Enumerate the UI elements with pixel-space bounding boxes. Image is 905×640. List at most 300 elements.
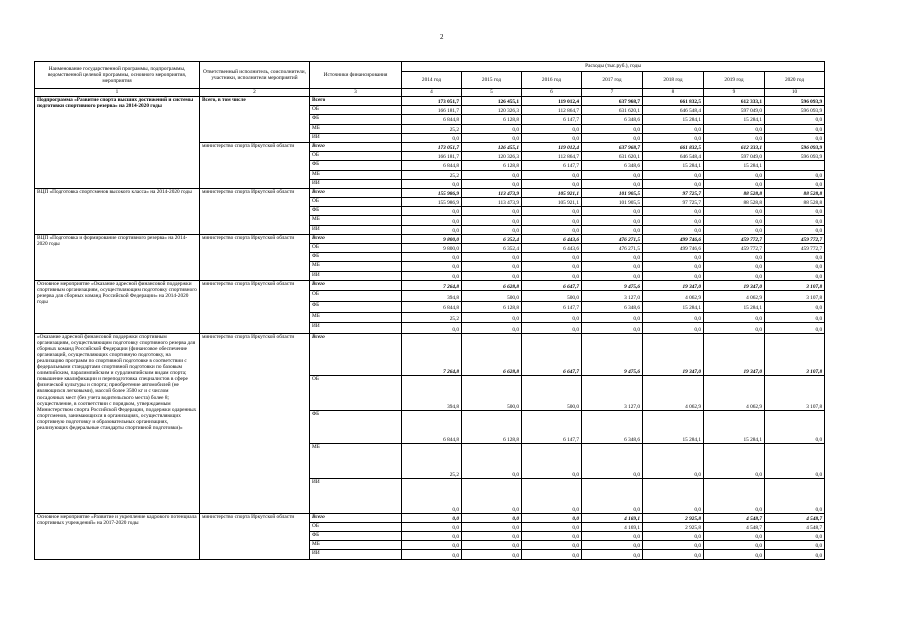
amount-cell: 6 844,8: [402, 115, 462, 124]
header-column-number: 4: [402, 89, 462, 97]
amount-cell: 459 772,7: [765, 234, 825, 243]
amount-cell: 9 475,6: [582, 333, 643, 375]
amount-cell: 0,0: [402, 478, 462, 513]
amount-cell: 0,0: [704, 124, 765, 133]
funding-source: МБ: [310, 124, 402, 133]
header-year: 2019 год: [704, 72, 765, 89]
table-row: [35, 97, 825, 106]
funding-source: МБ: [310, 170, 402, 179]
amount-cell: 6 844,8: [402, 161, 462, 170]
amount-cell: 0,0: [582, 179, 643, 188]
amount-cell: 3 127,0: [582, 291, 643, 302]
amount-cell: 4 062,9: [704, 375, 765, 410]
amount-cell: 0,0: [765, 179, 825, 188]
amount-cell: 0,0: [643, 179, 704, 188]
amount-cell: 6 147,7: [522, 161, 582, 170]
funding-source: ИИ: [310, 179, 402, 188]
header-expenses: Расходы (тыс.руб.), годы: [402, 62, 825, 72]
amount-cell: 476 271,5: [582, 244, 643, 253]
amount-cell: 0,0: [582, 478, 643, 513]
amount-cell: 88 528,8: [704, 188, 765, 197]
executor: министерство спорта Иркутской области: [200, 142, 310, 188]
amount-cell: 0,0: [643, 323, 704, 334]
amount-cell: 0,0: [704, 550, 765, 559]
amount-cell: 0,0: [462, 170, 522, 179]
amount-cell: 0,0: [462, 179, 522, 188]
header-column-number: 7: [582, 89, 643, 97]
amount-cell: 9 800,0: [402, 244, 462, 253]
amount-cell: 0,0: [402, 133, 462, 142]
amount-cell: 25,2: [402, 124, 462, 133]
amount-cell: 25,2: [402, 170, 462, 179]
amount-cell: 0,0: [643, 271, 704, 280]
amount-cell: 500,0: [522, 375, 582, 410]
amount-cell: 2 925,8: [643, 513, 704, 522]
amount-cell: 0,0: [643, 478, 704, 513]
amount-cell: 88 528,8: [704, 198, 765, 207]
amount-cell: 112 864,7: [522, 152, 582, 161]
amount-cell: 0,0: [704, 323, 765, 334]
funding-source: МБ: [310, 216, 402, 225]
amount-cell: 0,0: [522, 179, 582, 188]
funding-source: Всего: [310, 513, 402, 522]
executor: Всего, в том числе: [200, 97, 310, 143]
amount-cell: 0,0: [765, 410, 825, 443]
amount-cell: 0,0: [522, 216, 582, 225]
amount-cell: 3 107,8: [765, 333, 825, 375]
amount-cell: 0,0: [704, 216, 765, 225]
amount-cell: 126 455,1: [462, 142, 522, 151]
funding-source: ИИ: [310, 478, 402, 513]
amount-cell: 0,0: [704, 207, 765, 216]
amount-cell: 0,0: [582, 170, 643, 179]
header-source: Источники финансирования: [310, 62, 402, 89]
executor: министерство спорта Иркутской области: [200, 280, 310, 333]
amount-cell: 596 093,9: [765, 142, 825, 151]
amount-cell: 0,0: [704, 179, 765, 188]
amount-cell: 0,0: [582, 271, 643, 280]
amount-cell: 0,0: [522, 253, 582, 262]
amount-cell: 15 284,1: [643, 410, 704, 443]
amount-cell: 155 986,9: [402, 188, 462, 197]
amount-cell: 0,0: [522, 133, 582, 142]
funding-source: ИИ: [310, 225, 402, 234]
amount-cell: 6 147,7: [522, 410, 582, 443]
program-name: ВЦП «Подготовка спортсменов высокого класса» на 2014-2020 годы: [35, 188, 200, 234]
amount-cell: 105 921,1: [522, 198, 582, 207]
amount-cell: 394,8: [402, 375, 462, 410]
funding-source: ИИ: [310, 271, 402, 280]
amount-cell: 0,0: [522, 443, 582, 478]
funding-source: ФБ: [310, 301, 402, 312]
amount-cell: 459 772,7: [704, 234, 765, 243]
amount-cell: 4 062,9: [704, 291, 765, 302]
amount-cell: 0,0: [582, 207, 643, 216]
amount-cell: 112 864,7: [522, 106, 582, 115]
table-row: [35, 188, 825, 197]
amount-cell: 0,0: [582, 550, 643, 559]
amount-cell: 15 284,1: [643, 301, 704, 312]
amount-cell: 499 746,6: [643, 244, 704, 253]
funding-source: ФБ: [310, 161, 402, 170]
amount-cell: 4 062,9: [643, 291, 704, 302]
amount-cell: 0,0: [462, 207, 522, 216]
amount-cell: 0,0: [704, 443, 765, 478]
amount-cell: 101 905,5: [582, 188, 643, 197]
amount-cell: 126 455,1: [462, 97, 522, 106]
table-header: [35, 62, 825, 97]
funding-source: Всего: [310, 97, 402, 106]
amount-cell: 0,0: [402, 522, 462, 531]
header-column-number: 5: [462, 89, 522, 97]
funding-source: ОБ: [310, 106, 402, 115]
amount-cell: 0,0: [765, 115, 825, 124]
amount-cell: 25,2: [402, 312, 462, 323]
amount-cell: 6 348,6: [582, 410, 643, 443]
amount-cell: 155 986,9: [402, 198, 462, 207]
amount-cell: 0,0: [462, 312, 522, 323]
table-body: [35, 97, 825, 560]
amount-cell: 500,0: [462, 375, 522, 410]
amount-cell: 4 062,9: [643, 375, 704, 410]
amount-cell: 0,0: [704, 532, 765, 541]
amount-cell: 19 347,0: [704, 333, 765, 375]
amount-cell: 0,0: [765, 532, 825, 541]
amount-cell: 0,0: [582, 253, 643, 262]
amount-cell: 6 844,8: [402, 301, 462, 312]
amount-cell: 0,0: [582, 312, 643, 323]
table-row: [35, 333, 825, 375]
amount-cell: 0,0: [643, 207, 704, 216]
funding-source: МБ: [310, 443, 402, 478]
header-year: 2020 год: [765, 72, 825, 89]
amount-cell: 0,0: [522, 323, 582, 334]
amount-cell: 3 127,0: [582, 375, 643, 410]
amount-cell: 15 284,1: [704, 161, 765, 170]
amount-cell: 0,0: [643, 225, 704, 234]
amount-cell: 637 968,7: [582, 142, 643, 151]
header-column-number: 6: [522, 89, 582, 97]
amount-cell: 0,0: [522, 513, 582, 522]
amount-cell: 0,0: [765, 478, 825, 513]
amount-cell: 0,0: [462, 262, 522, 271]
amount-cell: 0,0: [462, 271, 522, 280]
amount-cell: 459 772,7: [704, 244, 765, 253]
funding-source: ФБ: [310, 532, 402, 541]
amount-cell: 0,0: [765, 312, 825, 323]
executor: министерство спорта Иркутской области: [200, 333, 310, 513]
amount-cell: 6 628,8: [462, 333, 522, 375]
amount-cell: 0,0: [462, 513, 522, 522]
amount-cell: 97 725,7: [643, 188, 704, 197]
amount-cell: 0,0: [462, 532, 522, 541]
amount-cell: 661 832,5: [643, 97, 704, 106]
amount-cell: 0,0: [402, 179, 462, 188]
amount-cell: 120 326,3: [462, 152, 522, 161]
amount-cell: 0,0: [643, 216, 704, 225]
amount-cell: 612 333,1: [704, 97, 765, 106]
amount-cell: 459 772,7: [765, 244, 825, 253]
amount-cell: 0,0: [522, 478, 582, 513]
amount-cell: 0,0: [765, 271, 825, 280]
amount-cell: 19 347,0: [704, 280, 765, 291]
amount-cell: 113 473,9: [462, 198, 522, 207]
amount-cell: 6 443,6: [522, 234, 582, 243]
program-name: Основное мероприятие «Развитие и укрепление кадрового потенциала спортивных учреждений» на 2017-2020 годы: [35, 513, 200, 559]
funding-source: ФБ: [310, 410, 402, 443]
amount-cell: 0,0: [402, 513, 462, 522]
amount-cell: 0,0: [704, 271, 765, 280]
amount-cell: 0,0: [643, 133, 704, 142]
amount-cell: 4 548,7: [704, 513, 765, 522]
amount-cell: 119 012,4: [522, 97, 582, 106]
amount-cell: 0,0: [462, 216, 522, 225]
amount-cell: 0,0: [582, 133, 643, 142]
amount-cell: 0,0: [765, 225, 825, 234]
amount-cell: 0,0: [522, 124, 582, 133]
amount-cell: 0,0: [765, 170, 825, 179]
amount-cell: 6 443,6: [522, 244, 582, 253]
amount-cell: 0,0: [582, 541, 643, 550]
amount-cell: 15 284,1: [704, 410, 765, 443]
amount-cell: 0,0: [522, 532, 582, 541]
amount-cell: 0,0: [765, 550, 825, 559]
header-year: 2016 год: [522, 72, 582, 89]
header-column-number: 8: [643, 89, 704, 97]
amount-cell: 6 348,6: [582, 301, 643, 312]
amount-cell: 0,0: [402, 323, 462, 334]
amount-cell: 0,0: [462, 133, 522, 142]
amount-cell: 19 347,0: [643, 333, 704, 375]
amount-cell: 9 800,0: [402, 234, 462, 243]
amount-cell: 500,0: [462, 291, 522, 302]
amount-cell: 631 620,1: [582, 106, 643, 115]
amount-cell: 0,0: [582, 216, 643, 225]
amount-cell: 0,0: [765, 301, 825, 312]
amount-cell: 0,0: [704, 170, 765, 179]
amount-cell: 0,0: [643, 312, 704, 323]
amount-cell: 0,0: [765, 133, 825, 142]
amount-cell: 88 528,8: [765, 198, 825, 207]
funding-source: ФБ: [310, 115, 402, 124]
amount-cell: 88 528,8: [765, 188, 825, 197]
amount-cell: 4 169,1: [582, 513, 643, 522]
amount-cell: 7 264,8: [402, 333, 462, 375]
amount-cell: 6 128,8: [462, 410, 522, 443]
amount-cell: 0,0: [462, 541, 522, 550]
funding-source: МБ: [310, 262, 402, 271]
funding-source: ИИ: [310, 323, 402, 334]
header-year: 2018 год: [643, 72, 704, 89]
amount-cell: 0,0: [704, 541, 765, 550]
amount-cell: 4 548,7: [704, 522, 765, 531]
amount-cell: 101 905,5: [582, 198, 643, 207]
amount-cell: 0,0: [522, 271, 582, 280]
executor: министерство спорта Иркутской области: [200, 188, 310, 234]
amount-cell: 173 051,7: [402, 142, 462, 151]
amount-cell: 0,0: [462, 443, 522, 478]
executor: министерство спорта Иркутской области: [200, 513, 310, 559]
funding-source: Всего: [310, 333, 402, 375]
header-column-number: 2: [200, 89, 310, 97]
amount-cell: 6 647,7: [522, 333, 582, 375]
amount-cell: 597 049,0: [704, 106, 765, 115]
amount-cell: 0,0: [402, 216, 462, 225]
amount-cell: 476 271,5: [582, 234, 643, 243]
funding-source: ФБ: [310, 207, 402, 216]
table-row: [35, 513, 825, 522]
amount-cell: 6 348,6: [582, 115, 643, 124]
funding-source: ИИ: [310, 550, 402, 559]
header-column-number: 3: [310, 89, 402, 97]
amount-cell: 0,0: [522, 522, 582, 531]
amount-cell: 0,0: [765, 124, 825, 133]
amount-cell: 2 925,8: [643, 522, 704, 531]
amount-cell: 0,0: [462, 253, 522, 262]
amount-cell: 596 093,9: [765, 152, 825, 161]
amount-cell: 0,0: [582, 323, 643, 334]
amount-cell: 0,0: [582, 225, 643, 234]
funding-source: ОБ: [310, 375, 402, 410]
funding-source: ФБ: [310, 253, 402, 262]
amount-cell: 6 352,4: [462, 244, 522, 253]
funding-source: МБ: [310, 541, 402, 550]
amount-cell: 0,0: [704, 253, 765, 262]
table-row: [35, 280, 825, 291]
amount-cell: 0,0: [402, 225, 462, 234]
amount-cell: 0,0: [704, 225, 765, 234]
amount-cell: 0,0: [643, 550, 704, 559]
amount-cell: 15 284,1: [643, 161, 704, 170]
amount-cell: 3 107,8: [765, 375, 825, 410]
header-year: 2015 год: [462, 72, 522, 89]
header-column-number: 10: [765, 89, 825, 97]
amount-cell: 0,0: [582, 443, 643, 478]
amount-cell: 0,0: [402, 550, 462, 559]
amount-cell: 0,0: [765, 262, 825, 271]
amount-cell: 661 832,5: [643, 142, 704, 151]
funding-source: ОБ: [310, 291, 402, 302]
program-name: Подпрограмма «Развитие спорта высших достижений и системы подготовки спортивного резерва» на 2014-2020 годы: [35, 97, 200, 189]
amount-cell: 0,0: [765, 443, 825, 478]
amount-cell: 6 128,8: [462, 115, 522, 124]
amount-cell: 0,0: [643, 262, 704, 271]
amount-cell: 120 326,3: [462, 106, 522, 115]
amount-cell: [765, 161, 825, 170]
amount-cell: 0,0: [522, 312, 582, 323]
amount-cell: 3 107,8: [765, 280, 825, 291]
amount-cell: 6 647,7: [522, 280, 582, 291]
amount-cell: 15 284,1: [643, 115, 704, 124]
amount-cell: 0,0: [765, 253, 825, 262]
amount-cell: 6 128,8: [462, 301, 522, 312]
amount-cell: 500,0: [522, 291, 582, 302]
amount-cell: 0,0: [522, 550, 582, 559]
program-name: Основное мероприятие «Оказание адресной финансовой поддержки спортивным организациям, осуществляющим подготовку спортивного резерва для сборных команд Российской Федерации» на 2014-2020 годы: [35, 280, 200, 333]
amount-cell: 6 352,4: [462, 234, 522, 243]
amount-cell: 119 012,4: [522, 142, 582, 151]
amount-cell: 7 264,8: [402, 280, 462, 291]
amount-cell: 0,0: [402, 207, 462, 216]
amount-cell: 646 548,4: [643, 152, 704, 161]
funding-source: МБ: [310, 312, 402, 323]
funding-source: ИИ: [310, 133, 402, 142]
amount-cell: 0,0: [462, 522, 522, 531]
amount-cell: 9 475,6: [582, 280, 643, 291]
amount-cell: 0,0: [643, 541, 704, 550]
amount-cell: 6 628,8: [462, 280, 522, 291]
header-column-number: 9: [704, 89, 765, 97]
funding-source: ОБ: [310, 522, 402, 531]
amount-cell: 637 968,7: [582, 97, 643, 106]
amount-cell: 0,0: [765, 541, 825, 550]
amount-cell: 0,0: [643, 170, 704, 179]
amount-cell: 97 725,7: [643, 198, 704, 207]
header-column-number: 1: [35, 89, 200, 97]
amount-cell: 6 844,8: [402, 410, 462, 443]
amount-cell: 0,0: [643, 253, 704, 262]
funding-source: ОБ: [310, 198, 402, 207]
amount-cell: 646 548,4: [643, 106, 704, 115]
amount-cell: 25,2: [402, 443, 462, 478]
funding-source: Всего: [310, 188, 402, 197]
amount-cell: 105 921,1: [522, 188, 582, 197]
amount-cell: 0,0: [765, 323, 825, 334]
amount-cell: 0,0: [765, 216, 825, 225]
amount-cell: 0,0: [402, 262, 462, 271]
funding-table: [34, 61, 825, 560]
amount-cell: 0,0: [522, 541, 582, 550]
amount-cell: 6 348,6: [582, 161, 643, 170]
amount-cell: 0,0: [462, 225, 522, 234]
executor: министерство спорта Иркутской области: [200, 234, 310, 280]
amount-cell: 6 147,7: [522, 301, 582, 312]
amount-cell: 113 473,9: [462, 188, 522, 197]
amount-cell: 166 181,7: [402, 152, 462, 161]
program-name: ВЦП «Подготовка и формирование спортивного резерва» на 2014-2020 годы: [35, 234, 200, 280]
amount-cell: 0,0: [402, 532, 462, 541]
amount-cell: 0,0: [582, 532, 643, 541]
amount-cell: 0,0: [704, 312, 765, 323]
amount-cell: 0,0: [522, 225, 582, 234]
page-number: 2: [440, 33, 444, 41]
amount-cell: 4 548,7: [765, 522, 825, 531]
amount-cell: 631 620,1: [582, 152, 643, 161]
amount-cell: 19 347,0: [643, 280, 704, 291]
header-program: Наименование государственной программы, подпрограммы, ведомственной целевой программы, основного мероприятия, мероприятия: [35, 62, 200, 89]
amount-cell: 0,0: [462, 323, 522, 334]
funding-source: ОБ: [310, 244, 402, 253]
program-name: «Оказание адресной финансовой поддержки спортивным организациям, осуществляющим подготовку спортивного резерва для сборных команд Российской Федерации (финансовое обеспечение организаций, осуществляющих спортивную подготовку, на реализацию программ по спортивной подготовке в соответствии с федеральными стандартами спортивной подготовки по базовым олимпийским, паралимпийским и сурдлимпийским видам спорта; повышение квалификации и переподготовка специалистов в сфере физической культуры и спорта; приобретение автомобилей (не являющихся легковыми), массой более 3500 кг и с числом посадочных мест (без учета водительского места) более 8; осуществление, в соответствии с порядком, утверждаемым Министерством спорта Российской Федерации, поддержки одаренных спортсменов, занимающихся в организациях, осуществляющих спортивную подготовку и образовательных организациях, реализующих федеральные стандарты спортивной подготовки)»: [35, 333, 200, 513]
amount-cell: 166 181,7: [402, 106, 462, 115]
amount-cell: 596 093,9: [765, 106, 825, 115]
amount-cell: 499 746,6: [643, 234, 704, 243]
amount-cell: 0,0: [522, 207, 582, 216]
funding-source: Всего: [310, 142, 402, 151]
amount-cell: 0,0: [462, 124, 522, 133]
header-executor: Ответственный исполнитель, соисполнители, участники, исполнители мероприятий: [200, 62, 310, 89]
amount-cell: 4 169,1: [582, 522, 643, 531]
amount-cell: 4 548,7: [765, 513, 825, 522]
amount-cell: 0,0: [462, 478, 522, 513]
header-year: 2014 год: [402, 72, 462, 89]
amount-cell: 394,8: [402, 291, 462, 302]
amount-cell: 6 128,8: [462, 161, 522, 170]
table-row: [35, 234, 825, 243]
amount-cell: 0,0: [582, 124, 643, 133]
funding-source: ОБ: [310, 152, 402, 161]
amount-cell: 6 147,7: [522, 115, 582, 124]
